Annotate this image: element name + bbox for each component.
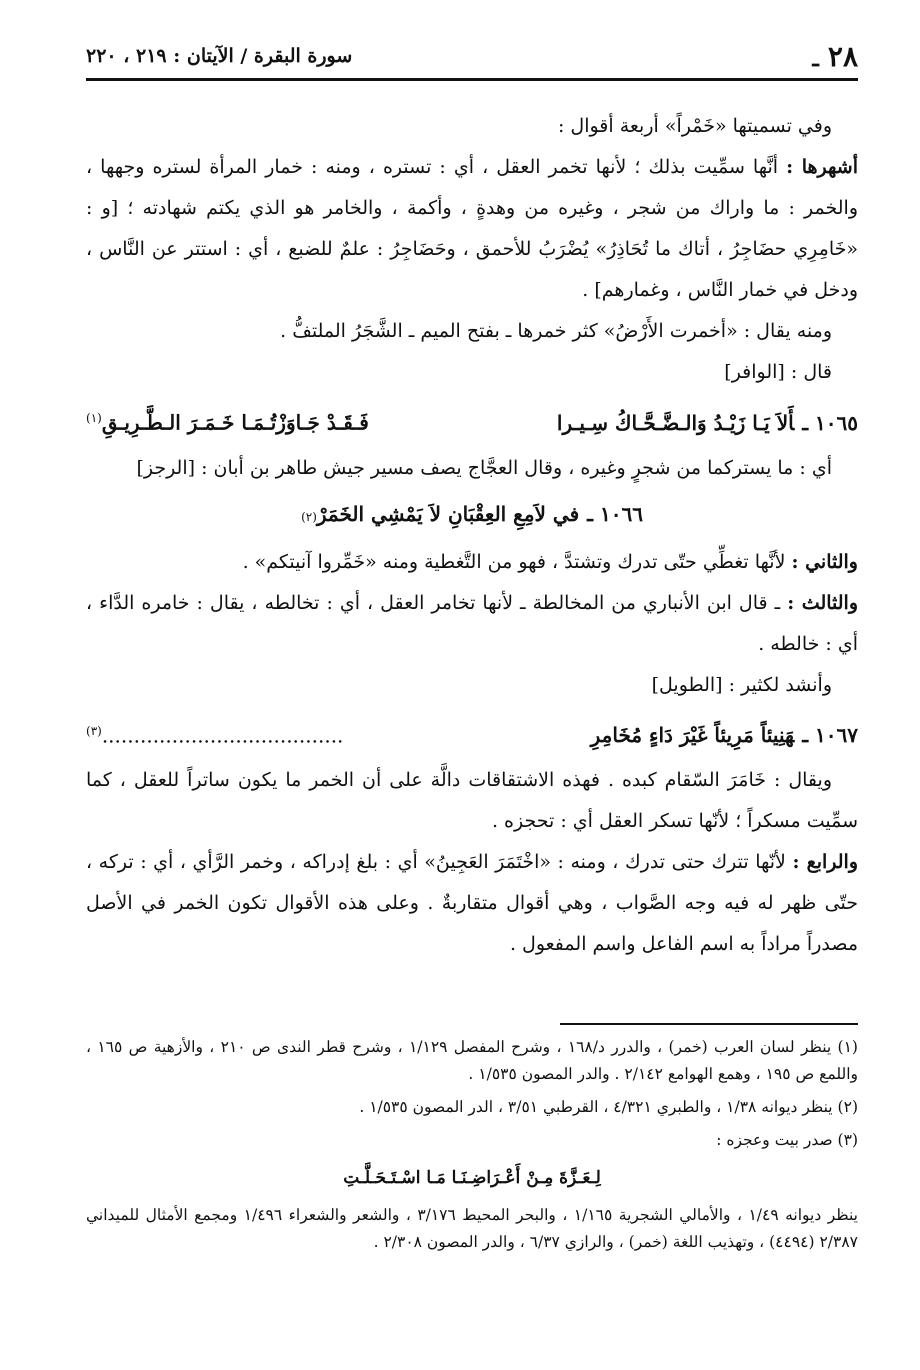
verse-1066 (86, 489, 858, 542)
verse-1067-ellipsis: ...................................... (101, 723, 344, 748)
verse-1066-text: في لاَمِعِ العِقْبَانِ لاَ يَمْشِي الخَمَرْ (316, 501, 580, 526)
footnote-ref-1[interactable]: (١) (86, 411, 102, 425)
footnote-3-sources: ينظر ديوانه ١/٤٩ ، والأمالي الشجرية ١/١٦٥ ، والبحر المحيط ٣/١٧٦ ، والشعر والشعراء ١/٤٩٦ ومجمع الأمثال للميداني ٢/٣٨٧ (٤٤٩٤) ، وتهذيب اللغة (خمر) ، والرازي ٦/٣٧ ، والدر المصون ٢/٣٠٨ . (86, 1206, 858, 1251)
footnote-3: (٣) صدر بيت وعجزه : (716, 1131, 858, 1149)
verse-1067-number: ١٠٦٧ ـ (802, 723, 858, 748)
footnotes (86, 1034, 858, 1262)
first-opinion-label: أشهرها : (786, 156, 859, 178)
paragraph-third-opinion (86, 583, 858, 665)
footnote-1: (١) ينظر لسان العرب (خمر) ، والدرر د/١٦٨ ، وشرح المفصل ١/١٢٩ ، وشرح قطر الندى ص ٢١٠ ، والأزهية ص ١٦٥ ، واللمع ص ١٩٥ ، وهمع الهوامع ٢/١٤٢ . والدر المصون ١/٥٣٥ . (86, 1038, 858, 1083)
verse-1067 (86, 706, 858, 761)
verse-1066-number: ١٠٦٦ ـ (587, 501, 643, 526)
paragraph-first-opinion (86, 147, 858, 311)
footnote-ref-3[interactable]: (٣) (86, 723, 102, 738)
header-dash: ـ (812, 45, 819, 72)
verse-1067-text: هَنِيئاً مَرِيئاً غَيْرَ دَاءٍ مُخَامِرِ (590, 723, 795, 748)
third-opinion-text: ـ قال ابن الأنباري من المخالطة ـ لأنها تخامر العقل ، أي : تخالطه ، يقال : خامره الدَّاء ، أي : خالطه . (86, 591, 858, 655)
third-opinion-label: والثالث : (787, 591, 859, 614)
header-rule (86, 78, 858, 81)
footnote-3-verse: لِـعَـزَّةَ مِـنْ أَعْـرَاضِـنَـا مَـا اسْـتَـحَـلَّـتِ (343, 1168, 601, 1188)
verse-1065-number: ١٠٦٥ ـ (802, 410, 858, 435)
first-opinion-text: أنَّها سمِّيت بذلك ؛ لأنها تخمر العقل ، أي : تستره ، ومنه : خمار المرأة لستره وجهها ، والخمر : ما واراك من شجر ، وغيره من وهدةٍ ، وأكمة ، والخامر هو الذي يكتم شهادته ؛ [و : «خَامِرِي حضَاجِرُ ، أتاك ما تُحَاذِرُ» يُضْرَبُ للأحمق ، وحَضَاجِرُ : علمٌ للضبع ، أي : استتر عن النَّاس ، ودخل في خمار النَّاس ، وغمارهم] . (86, 156, 858, 301)
paragraph-akhmarat: ومنه يقال : «أخمرت الأَرْضُ» كثر خمرها ـ بفتح الميم ـ الشَّجَرُ الملتفُّ . (280, 320, 832, 342)
fourth-opinion-label: والرابع : (792, 851, 858, 874)
paragraph-second-opinion (86, 542, 858, 583)
meter-label-wafir: قال : [الوافر] (724, 361, 832, 383)
verse-1065 (86, 393, 858, 448)
verse-1065-first-half (557, 398, 858, 448)
page-header (86, 36, 858, 76)
footnote-2: (٢) ينظر ديوانه ١/٣٨ ، والطبري ٤/٣٢١ ، القرطبي ٣/٥١ ، الدر المصون ١/٥٣٥ . (359, 1098, 858, 1116)
paragraph-fourth-opinion (86, 842, 858, 965)
verse-1065-second-text: فَـقَـدْ جَـاوَزْتُـمَـا خَـمَـرَ الـطَّـرِيـقِ (101, 410, 369, 435)
main-text (86, 106, 858, 965)
verse-1067-second-half (86, 706, 343, 761)
verse-1065-second-half (86, 393, 369, 448)
verse-1065-first-text: أَلاَ يَـا زَيْـدُ وَالـضَّـحَّـاكُ سِـيـرا (556, 410, 795, 435)
page-number-group (812, 40, 858, 73)
paragraph-intro: وفي تسميتها «خَمْراً» أربعة أقوال : (557, 115, 832, 137)
running-title: سورة البقرة / الآيتان : ٢١٩ ، ٢٢٠ (86, 45, 353, 67)
fourth-opinion-text: لأنّها تترك حتى تدرك ، ومنه : «اخْتَمَرَ العَجِينُ» أي : بلغ إدراكه ، وخمر الرَّأي ، أي : تركه ، حتّى ظهر له فيه وجه الصَّواب ، وهي أقوال متقاربةٌ . وعلى هذه الأقوال تكون الخمر في الأصل مصدراً مراداً به اسم الفاعل واسم المفعول . (86, 851, 858, 956)
page-number: ٢٨ (827, 39, 858, 73)
footnote-separator (560, 1023, 858, 1025)
second-opinion-label: والثاني : (791, 550, 858, 573)
paragraph-ajjaj: أي : ما يستركما من شجرٍ وغيره ، وقال العجَّاج يصف مسير جيش طاهر بن أبان : [الرجز] (136, 456, 832, 479)
meter-label-tawil: وأنشد لكثير : [الطويل] (651, 673, 832, 696)
second-opinion-text: لأنَّها تغطِّي حتّى تدرك وتشتدَّ ، فهو من التَّغطية ومنه «خَمِّروا آنيتكم» . (242, 550, 786, 573)
paragraph-khamara: ويقال : خَامَرَ السّقام كبده . فهذه الاشتقاقات دالَّة على أن الخمر ما يكون ساتراً للعقل ، كما سمِّيت مسكراً ؛ لأنّها تسكر العقل أي : تحجزه . (86, 769, 858, 833)
footnote-ref-2[interactable]: (٢) (301, 509, 317, 524)
verse-1067-first-half (591, 710, 858, 760)
